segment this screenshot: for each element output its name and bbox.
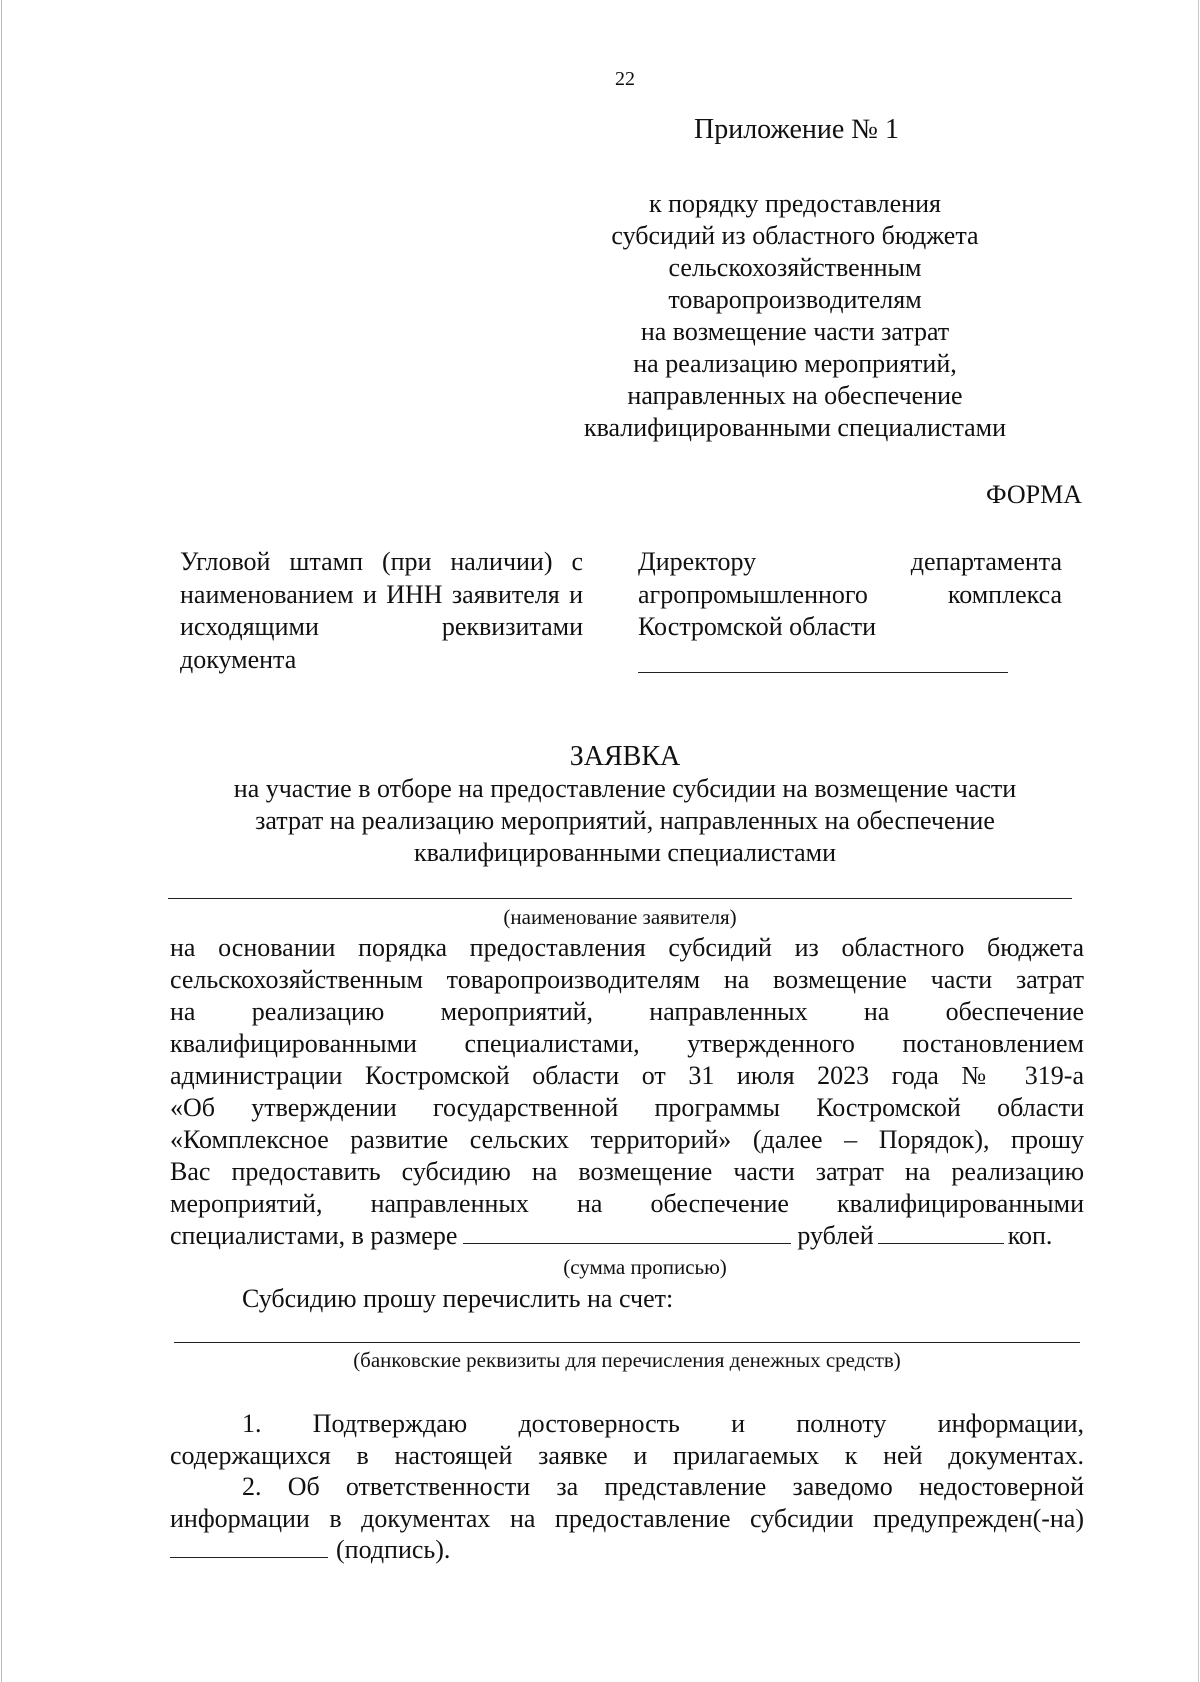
bank-details-field[interactable] [174, 1342, 1080, 1343]
amount-kopecks-field[interactable] [878, 1223, 1004, 1244]
addressee-block [638, 546, 1062, 644]
account-text: Субсидию прошу перечислить на счет: [242, 1284, 674, 1313]
annex-reference-block [540, 188, 1050, 444]
body-line: квалифицированными специалистами, утвержденного постановлением [170, 1029, 1084, 1058]
applicant-caption: (наименование заявителя) [503, 905, 737, 929]
addressee-blank-field[interactable] [638, 672, 1008, 673]
application-title: ЗАЯВКА [569, 741, 681, 772]
annex-line: товаропроизводителям [668, 285, 922, 314]
account-caption: (банковские реквизиты для перечисления денежных средств) [353, 1348, 901, 1372]
page-number: 22 [615, 68, 635, 90]
body-line: мероприятий, направленных на обеспечение квалифицированными [170, 1189, 1084, 1218]
amount-rubles-field[interactable] [463, 1223, 791, 1244]
page-edge-right [1198, 0, 1199, 1682]
body-line: на основании порядка предоставления субсидий из областного бюджета [170, 933, 1084, 962]
stamp-block: Угловой штамп (при наличии) с наименованием и ИНН заявителя и исходящими реквизитами документа [180, 547, 583, 674]
body-line: «Комплексное развитие сельских территорий» (далее – Порядок), прошу [170, 1125, 1084, 1154]
body-line: «Об утверждении государственной программы Костромской области [170, 1093, 1084, 1122]
subtitle-line: квалифицированными специалистами [413, 838, 837, 867]
signature-label: (подпись). [336, 1535, 451, 1564]
amount-kopecks-label: коп. [1007, 1221, 1053, 1250]
amount-prefix: специалистами, в размере [170, 1221, 458, 1250]
item-1-line-1: 1. Подтверждаю достоверность и полноту информации, [242, 1409, 1084, 1438]
amount-caption: (сумма прописью) [563, 1255, 727, 1279]
amount-line [170, 1220, 1084, 1252]
applicant-name-field[interactable] [168, 898, 1072, 899]
signature-row [170, 1534, 1084, 1566]
subtitle-line: на участие в отборе на предоставление субсидии на возмещение части [233, 774, 1017, 803]
addressee-line: Директору департамента [638, 547, 1062, 576]
body-line: Вас предоставить субсидию на возмещение части затрат на реализацию [170, 1157, 1084, 1186]
addressee-line: Костромской области [638, 612, 877, 641]
form-label: ФОРМА [986, 480, 1082, 509]
annex-line: на возмещение части затрат [640, 317, 950, 346]
body-line: администрации Костромской области от 31 июля 2023 года № 319-а [170, 1061, 1084, 1090]
item-2-line-2: информации в документах на предоставление субсидии предупрежден(-на) [170, 1503, 1084, 1533]
annex-line: квалифицированными специалистами [583, 413, 1007, 442]
annex-line: субсидий из областного бюджета [611, 221, 979, 250]
annex-line: на реализацию мероприятий, [633, 349, 957, 378]
body-line: на реализацию мероприятий, направленных на обеспечение [170, 997, 1084, 1026]
annex-line: к порядку предоставления [649, 189, 941, 218]
page-edge-left [1, 0, 2, 1682]
confirmation-items [170, 1408, 1084, 1566]
addressee-line: агропромышленного комплекса [638, 579, 1062, 609]
subtitle-line: затрат на реализацию мероприятий, направленных на обеспечение [255, 806, 995, 835]
application-body [170, 932, 1084, 1252]
body-line: сельскохозяйственным товаропроизводителям на возмещение части затрат [170, 965, 1084, 994]
signature-field[interactable] [170, 1537, 328, 1558]
annex-line: сельскохозяйственным [668, 253, 922, 282]
item-1-line-2: содержащихся в настоящей заявке и прилагаемых к ней документах. [170, 1440, 1084, 1470]
annex-line: направленных на обеспечение [627, 381, 963, 410]
item-2-line-1: 2. Об ответственности за представление заведомо недостоверной [242, 1472, 1084, 1501]
application-subtitle [180, 773, 1070, 869]
amount-rubles-label: рублей [797, 1221, 874, 1250]
annex-title: Приложение № 1 [694, 114, 899, 145]
